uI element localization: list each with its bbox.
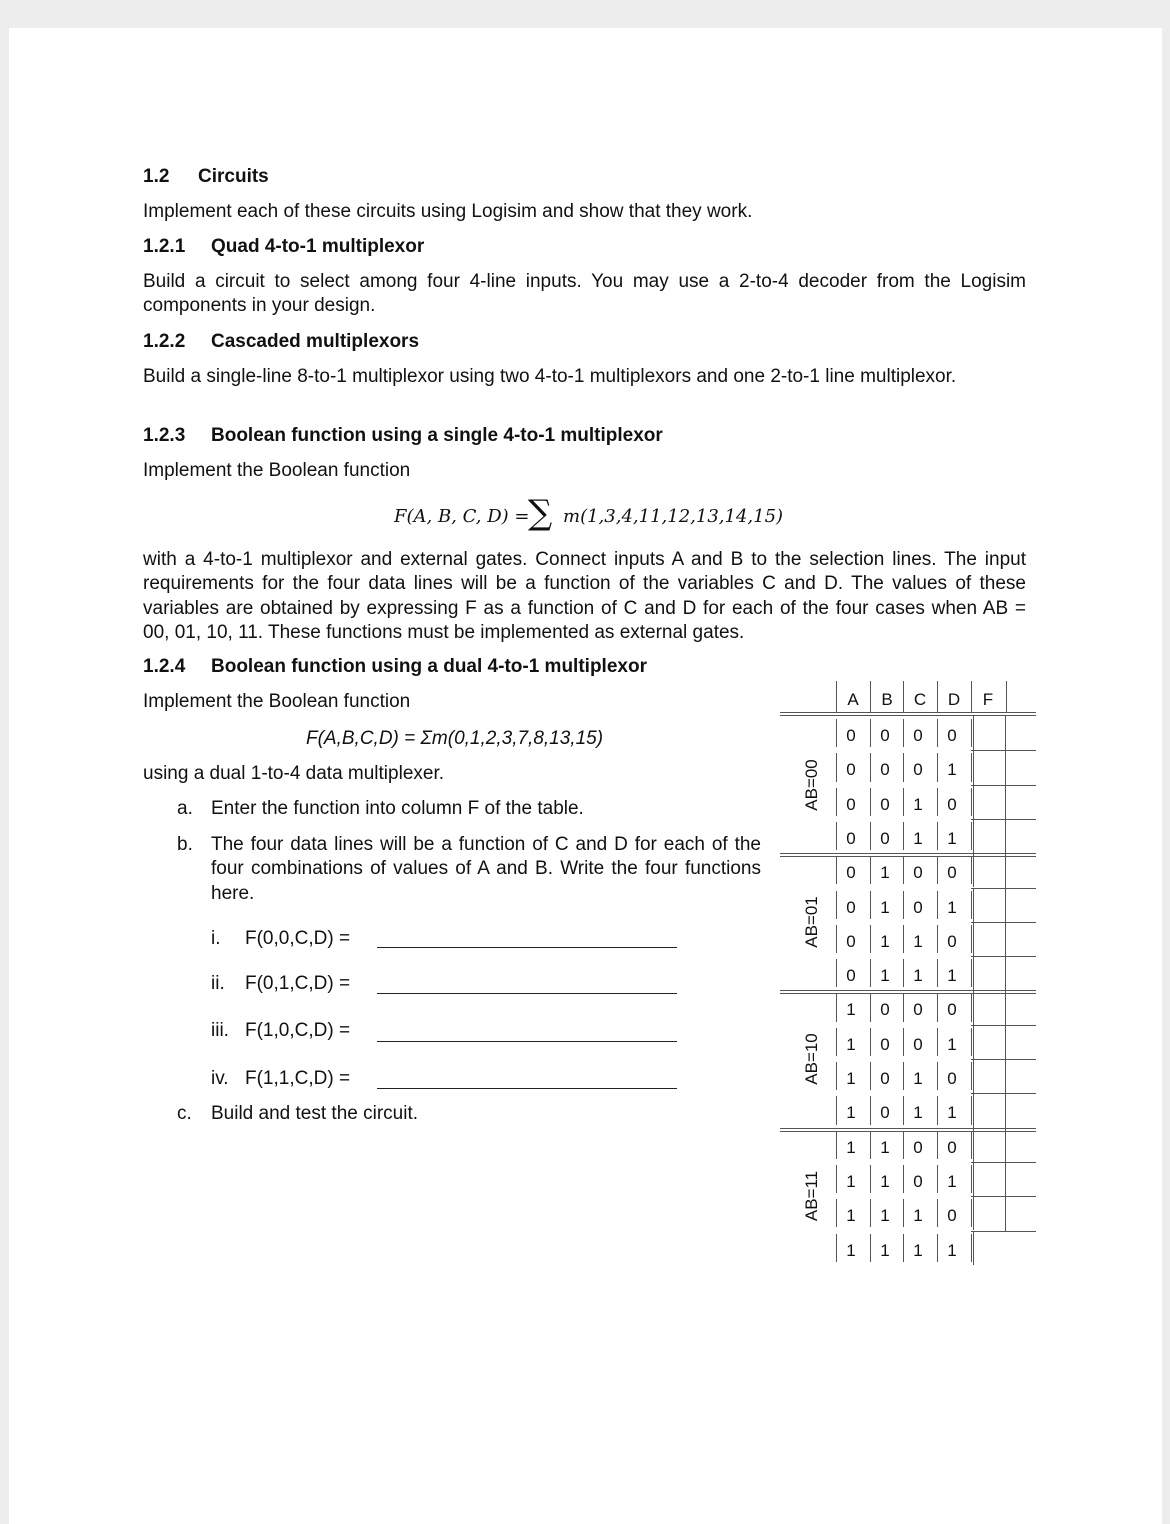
subitem-text: F(1,1,C,D) =	[245, 1068, 351, 1089]
table-col-divider	[870, 1062, 871, 1090]
section-title: Circuits	[198, 166, 269, 187]
table-col-divider	[971, 681, 972, 712]
table-cell: 1	[846, 1000, 856, 1020]
table-col-divider	[973, 750, 974, 784]
table-row-rule	[971, 1093, 1036, 1094]
table-col-divider	[870, 856, 871, 884]
table-cell: 0	[846, 760, 856, 780]
table-col-divider	[937, 822, 938, 850]
table-cell: 1	[947, 1240, 957, 1260]
answer-blank[interactable]	[377, 1041, 677, 1042]
subitem-text: F(0,1,C,D) =	[245, 973, 351, 994]
table-col-divider	[971, 1028, 972, 1056]
table-cell: 0	[913, 1137, 923, 1157]
table-col-divider	[836, 1096, 837, 1124]
table-cell: 1	[913, 931, 923, 951]
subsection-title: Boolean function using a single 4-to-1 multiplexor	[211, 425, 663, 446]
table-col-divider	[836, 959, 837, 987]
item-text: Build and test the circuit.	[211, 1103, 418, 1124]
table-col-divider	[870, 1165, 871, 1193]
table-col-divider	[973, 888, 974, 922]
table-cell: 1	[913, 828, 923, 848]
table-row-rule	[971, 1025, 1036, 1026]
table-cell: 1	[846, 1103, 856, 1123]
table-col-divider	[903, 1028, 904, 1056]
table-cell: 0	[880, 1103, 890, 1123]
item-label: a.	[177, 798, 193, 819]
table-col-divider	[836, 681, 837, 712]
table-col-divider	[971, 959, 972, 987]
table-col-divider	[937, 1165, 938, 1193]
formula-rhs: m(1,3,4,11,12,13,14,15)	[563, 506, 784, 527]
table-col-divider	[973, 1093, 974, 1127]
table-col-divider	[937, 1131, 938, 1159]
table-cell: 1	[913, 1069, 923, 1088]
item-label: c.	[177, 1103, 192, 1124]
table-cell: 0	[846, 726, 856, 745]
table-col-divider	[903, 822, 904, 850]
table-cell: 0	[913, 760, 923, 780]
table-col-divider	[937, 681, 938, 712]
table-cell: 0	[947, 726, 957, 745]
table-col-divider	[836, 856, 837, 884]
table-col-divider	[903, 1234, 904, 1262]
table-row-rule	[971, 956, 1036, 957]
table-cell: 0	[846, 897, 856, 917]
table-cell: 0	[947, 931, 957, 951]
table-col-divider	[836, 719, 837, 747]
table-col-divider	[937, 1234, 938, 1262]
table-group-rule	[780, 993, 1036, 994]
subsection-body: with a 4-to-1 multiplexor and external gates. Connect inputs A and B to the selection lines. The input requirements for the four data lines will be a function of the variables C and D. The values of these variables are obtained by expressing F as a function of C and D for each of the four cases when AB = 00, 01, 10, 11. These functions must be implemented as external gates.	[143, 549, 1026, 643]
table-col-divider	[903, 1199, 904, 1227]
formula: F(A,B,C,D) = Σm(0,1,2,3,7,8,13,15)	[306, 728, 604, 749]
table-col-divider	[1005, 716, 1006, 1231]
table-cell: 1	[846, 1137, 856, 1157]
table-col-divider	[870, 993, 871, 1021]
table-col-divider	[870, 788, 871, 816]
table-col-divider	[973, 1059, 974, 1093]
table-col-divider	[836, 1028, 837, 1056]
table-cell: 1	[913, 794, 923, 814]
section-number: 1.2	[143, 166, 170, 187]
table-cell: 0	[947, 794, 957, 814]
table-col-divider	[971, 1131, 972, 1159]
group-label: AB=01	[802, 896, 821, 948]
table-col-divider	[870, 925, 871, 953]
table-col-divider	[973, 853, 974, 887]
table-col-divider	[937, 925, 938, 953]
table-cell: 0	[913, 863, 923, 883]
table-cell: 0	[913, 1034, 923, 1054]
table-col-divider	[971, 753, 972, 781]
sigma-symbol: ∑	[528, 493, 553, 533]
table-col-divider	[903, 1062, 904, 1090]
table-col-divider	[870, 1028, 871, 1056]
table-col-divider	[971, 788, 972, 816]
table-col-divider	[971, 1234, 972, 1262]
table-cell: 0	[846, 966, 856, 986]
table-col-divider	[870, 681, 871, 712]
table-cell: 1	[947, 1103, 957, 1123]
table-col-divider	[903, 681, 904, 712]
table-cell: 1	[947, 1171, 957, 1191]
table-col-divider	[973, 819, 974, 853]
subitem-text: F(0,0,C,D) =	[245, 928, 351, 949]
table-cell: 1	[947, 966, 957, 986]
subsection-title: Boolean function using a dual 4-to-1 multiplexor	[211, 656, 647, 677]
table-col-divider	[903, 959, 904, 987]
table-col-divider	[937, 993, 938, 1021]
table-col-divider	[903, 1165, 904, 1193]
table-col-divider	[836, 788, 837, 816]
table-row-rule	[971, 888, 1036, 889]
table-row-rule	[971, 819, 1036, 820]
table-group-rule	[780, 853, 1036, 854]
table-col-divider	[937, 788, 938, 816]
table-row-rule	[971, 1162, 1036, 1163]
table-col-divider	[836, 1165, 837, 1193]
table-cell: 1	[913, 966, 923, 986]
table-col-divider	[903, 891, 904, 919]
table-row-rule	[971, 750, 1036, 751]
table-col-divider	[836, 925, 837, 953]
answer-blank[interactable]	[377, 993, 677, 994]
table-cell: 0	[947, 863, 957, 883]
table-col-divider	[870, 753, 871, 781]
table-cell: 1	[880, 1240, 890, 1260]
table-col-divider	[903, 753, 904, 781]
table-cell: 1	[913, 1103, 923, 1123]
table-col-divider	[973, 1025, 974, 1059]
table-cell: 0	[913, 726, 923, 745]
table-col-divider	[973, 1231, 974, 1265]
table-col-divider	[937, 753, 938, 781]
table-cell: 0	[846, 931, 856, 951]
table-col-divider	[937, 856, 938, 884]
table-cell: 1	[880, 1137, 890, 1157]
table-col-divider	[937, 959, 938, 987]
table-header-rule	[780, 712, 1036, 713]
table-cell: 0	[880, 1000, 890, 1020]
subsection-title: Cascaded multiplexors	[211, 331, 420, 352]
table-col-divider	[971, 993, 972, 1021]
section-intro: Implement each of these circuits using Logisim and show that they work.	[143, 201, 753, 222]
table-col-divider	[870, 1131, 871, 1159]
group-label: AB=00	[802, 758, 821, 811]
table-cell: 1	[880, 1206, 890, 1226]
table-col-divider	[937, 1028, 938, 1056]
table-cell: 0	[880, 828, 890, 848]
table-col-divider	[903, 719, 904, 747]
table-col-divider	[903, 856, 904, 884]
table-cell: 1	[846, 1206, 856, 1226]
item-text: The four data lines will be a function of C and D for each of the four combinations of values of A and B. Write the four functions here.	[211, 834, 761, 904]
table-col-divider	[937, 1062, 938, 1090]
table-col-divider	[971, 822, 972, 850]
table-col-divider	[836, 1062, 837, 1090]
table-cell: 1	[947, 1034, 957, 1054]
table-col-divider	[937, 1096, 938, 1124]
item-text: Enter the function into column F of the table.	[211, 798, 584, 819]
table-col-divider	[971, 856, 972, 884]
subsection-body: Build a circuit to select among four 4-line inputs. You may use a 2-to-4 decoder from the Logisim components in your design.	[143, 271, 1026, 317]
table-cell: 1	[947, 828, 957, 848]
table-group-rule	[780, 990, 1036, 991]
subitem-label: ii.	[211, 973, 225, 994]
table-cell: 0	[913, 1000, 923, 1020]
group-label: AB=10	[802, 1033, 821, 1085]
table-col-divider	[903, 788, 904, 816]
table-cell: 0	[880, 1069, 890, 1088]
answer-blank[interactable]	[377, 947, 677, 948]
table-cell: 0	[846, 863, 856, 883]
table-col-divider	[870, 959, 871, 987]
table-col-divider	[870, 891, 871, 919]
table-cell: 0	[880, 760, 890, 780]
table-header-d: D	[947, 690, 961, 709]
table-col-divider	[836, 891, 837, 919]
subsection-title: Quad 4-to-1 multiplexor	[211, 236, 425, 257]
table-cell: 0	[880, 794, 890, 814]
answer-blank[interactable]	[377, 1088, 677, 1089]
table-col-divider	[870, 719, 871, 747]
item-label: b.	[177, 834, 193, 855]
table-col-divider	[973, 1162, 974, 1196]
table-cell: 0	[880, 1034, 890, 1054]
table-cell: 1	[947, 897, 957, 917]
table-group-rule	[780, 856, 1036, 857]
table-row-rule	[971, 922, 1036, 923]
table-cell: 1	[947, 760, 957, 780]
table-col-divider	[836, 753, 837, 781]
table-cell: 1	[913, 1206, 923, 1226]
table-cell: 1	[880, 897, 890, 917]
table-col-divider	[903, 925, 904, 953]
table-header-a: A	[847, 690, 859, 709]
table-col-divider	[973, 785, 974, 819]
table-group-rule	[780, 1128, 1036, 1129]
table-row-rule	[971, 1196, 1036, 1197]
table-cell: 1	[880, 966, 890, 986]
table-col-divider	[971, 1062, 972, 1090]
table-col-divider	[973, 1196, 974, 1230]
table-cell: 1	[846, 1240, 856, 1260]
table-col-divider	[973, 922, 974, 956]
table-cell: 1	[880, 1171, 890, 1191]
table-col-divider	[1006, 681, 1007, 712]
table-header-b: B	[881, 690, 893, 709]
table-header-c: C	[913, 690, 927, 709]
subsection-number: 1.2.4	[143, 656, 186, 677]
table-col-divider	[870, 1234, 871, 1262]
table-cell: 1	[846, 1171, 856, 1191]
table-col-divider	[937, 891, 938, 919]
subsection-number: 1.2.1	[143, 236, 186, 257]
subitem-text: F(1,0,C,D) =	[245, 1020, 351, 1041]
table-cell: 0	[913, 897, 923, 917]
table-col-divider	[973, 990, 974, 1024]
table-cell: 1	[846, 1034, 856, 1054]
table-col-divider	[971, 1199, 972, 1227]
group-label: AB=11	[802, 1171, 821, 1222]
table-col-divider	[971, 1165, 972, 1193]
table-col-divider	[973, 1128, 974, 1162]
table-cell: 0	[846, 828, 856, 848]
subsection-intro: Implement the Boolean function	[143, 691, 411, 712]
table-group-rule	[780, 1131, 1036, 1132]
table-col-divider	[937, 719, 938, 747]
table-col-divider	[971, 719, 972, 747]
table-col-divider	[870, 1199, 871, 1227]
table-cell: 1	[880, 863, 890, 883]
table-cell: 1	[880, 931, 890, 951]
subsection-intro: Implement the Boolean function	[143, 460, 411, 481]
table-col-divider	[870, 1096, 871, 1124]
subsection-number: 1.2.2	[143, 331, 186, 352]
using-text: using a dual 1-to-4 data multiplexer.	[143, 763, 445, 784]
table-col-divider	[971, 925, 972, 953]
table-header-rule	[780, 715, 1036, 716]
subsection-number: 1.2.3	[143, 425, 186, 446]
table-cell: 1	[913, 1240, 923, 1260]
table-cell: 0	[947, 1137, 957, 1157]
subitem-label: iii.	[211, 1020, 229, 1041]
table-col-divider	[903, 1131, 904, 1159]
formula-lhs: F(A, B, C, D) =	[394, 506, 530, 527]
table-col-divider	[836, 1199, 837, 1227]
table-col-divider	[903, 993, 904, 1021]
table-cell: 1	[846, 1069, 856, 1088]
table-header-f: F	[982, 690, 994, 709]
table-col-divider	[937, 1199, 938, 1227]
subitem-label: i.	[211, 928, 221, 949]
subitem-label: iv.	[211, 1068, 229, 1089]
table-cell: 0	[913, 1171, 923, 1191]
table-row-rule	[971, 785, 1036, 786]
table-cell: 0	[880, 726, 890, 745]
table-cell: 0	[947, 1206, 957, 1226]
table-col-divider	[836, 993, 837, 1021]
subsection-body: Build a single-line 8-to-1 multiplexor using two 4-to-1 multiplexors and one 2-to-1 line multiplexor.	[143, 366, 957, 387]
table-col-divider	[836, 822, 837, 850]
table-row-rule	[971, 1059, 1036, 1060]
table-cell: 0	[846, 794, 856, 814]
table-col-divider	[903, 1096, 904, 1124]
table-cell: 0	[947, 1000, 957, 1020]
table-col-divider	[973, 956, 974, 990]
table-cell: 0	[947, 1069, 957, 1088]
table-col-divider	[836, 1131, 837, 1159]
table-col-divider	[971, 891, 972, 919]
table-col-divider	[870, 822, 871, 850]
table-col-divider	[973, 716, 974, 750]
table-col-divider	[971, 1096, 972, 1124]
table-col-divider	[836, 1234, 837, 1262]
table-row-rule	[971, 1231, 1036, 1232]
